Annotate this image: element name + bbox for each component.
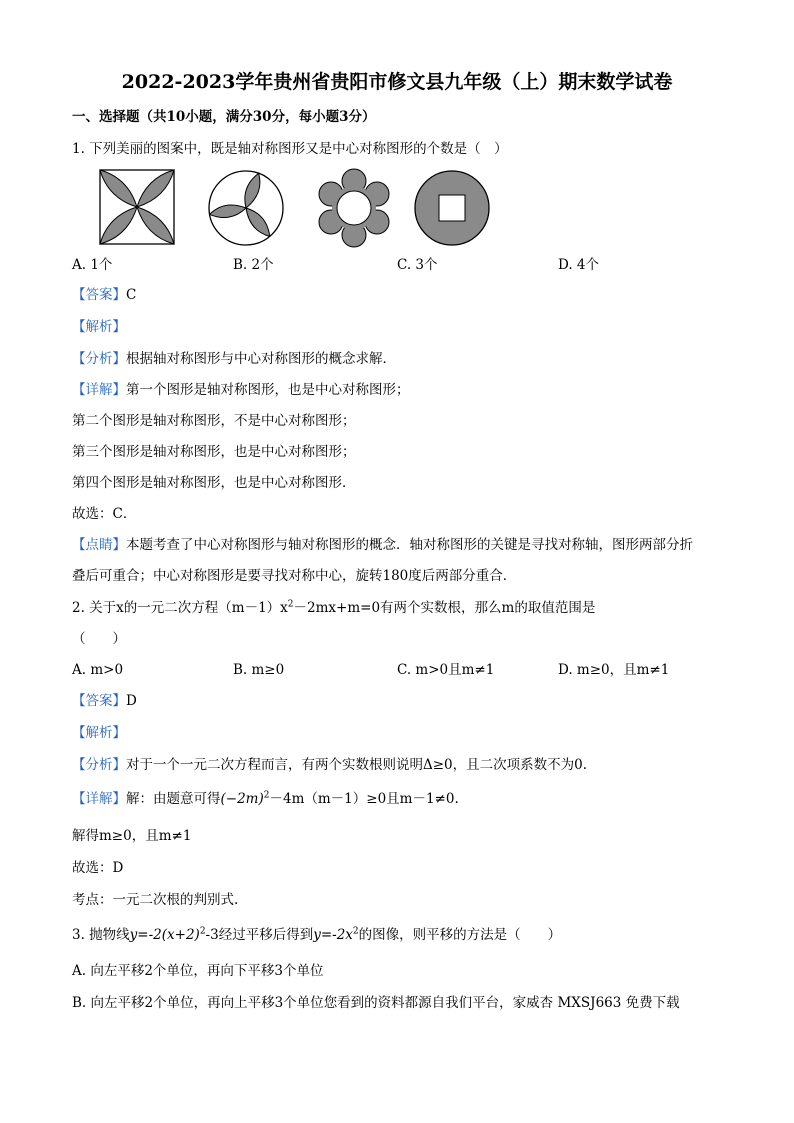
q3-stem-y2: y=-2x	[313, 927, 353, 943]
q3-stem-c: 的图像，则平移的方法是（ ）	[358, 927, 562, 943]
q1-choose: 故选：C．	[72, 506, 137, 522]
q1-option-a: A. 1个	[72, 257, 113, 273]
figure-circle-propeller	[206, 168, 286, 248]
q2-option-c: C. m>0且m≠1	[397, 662, 495, 678]
q1-line-4: 第四个图形是轴对称图形，也是中心对称图形．	[72, 475, 356, 491]
q2-paren: （ ）	[72, 631, 126, 647]
q2-solve: 解得m≥0，且m≠1	[72, 828, 192, 844]
q2-stem-a: 2. 关于x的一元二次方程（m－1）x	[72, 600, 288, 616]
q3-option-a: A. 向左平移2个单位，再向下平移3个单位	[72, 963, 324, 979]
q2-stem	[72, 599, 595, 617]
q1-dianjing	[72, 536, 693, 554]
figure-flower	[314, 168, 394, 248]
q2-choose: 故选：D	[72, 860, 124, 876]
section-heading: 一、选择题（共10小题，满分30分，每小题3分）	[72, 109, 376, 125]
q3-stem-sup1: 2	[199, 926, 206, 937]
xiangjie-sup: 2	[263, 790, 270, 801]
q2-analysis-tag	[72, 724, 126, 742]
xiangjie-b: －4m（m－1）≥0且m－1≠0.	[269, 791, 459, 807]
fenxi-text: 根据轴对称图形与中心对称图形的概念求解．	[126, 351, 396, 367]
q3-option-b-line	[72, 994, 680, 1012]
xiangjie-text: 第一个图形是轴对称图形，也是中心对称图形；	[126, 382, 410, 398]
q1-fenxi	[72, 350, 396, 368]
xiangjie-expr: (−2m)	[220, 791, 264, 807]
q2-xiangjie	[72, 790, 459, 808]
q1-dianjing-2: 叠后可重合；中心对称图形是要寻找对称中心，旋转180度后两部分重合．	[72, 568, 517, 584]
q2-kaodian: 考点：一元二次根的判别式.	[72, 892, 239, 908]
q2-option-b: B. m≥0	[233, 662, 285, 678]
q2-option-d: D. m≥0，且m≠1	[558, 662, 670, 678]
q2-option-a: A. m>0	[72, 662, 124, 678]
q1-analysis-tag	[72, 318, 126, 336]
q3-stem-sup2: 2	[352, 926, 359, 937]
figure-square-petals	[98, 168, 178, 248]
q3-option-b: B. 向左平移2个单位，再向上平移3个单位	[72, 995, 324, 1011]
answer-tag: 【答案】	[72, 287, 126, 303]
figure-coin	[412, 168, 492, 248]
page-title: 2022-2023学年贵州省贵阳市修文县九年级（上）期末数学试卷	[121, 71, 673, 93]
q1-line-3: 第三个图形是轴对称图形，也是中心对称图形；	[72, 444, 356, 460]
q2-answer	[72, 692, 137, 710]
analysis-tag: 【解析】	[72, 725, 126, 741]
q3-stem-a: 3. 抛物线	[72, 927, 130, 943]
q1-figures	[94, 168, 494, 252]
xiangjie-a: 解：由题意可得	[126, 791, 221, 807]
q2-stem-sup: 2	[287, 599, 294, 610]
xiangjie-tag: 【详解】	[72, 791, 126, 807]
xiangjie-tag: 【详解】	[72, 382, 126, 398]
q3-stem-y1: y=-2(x+2)	[129, 927, 200, 943]
q2-stem-b: －2mx+m=0有两个实数根，那么m的取值范围是	[293, 600, 596, 616]
q1-xiangjie	[72, 381, 410, 399]
q1-answer	[72, 286, 136, 304]
q2-fenxi	[72, 756, 587, 774]
q3-stem	[72, 926, 561, 944]
q1-option-b: B. 2个	[233, 257, 274, 273]
q1-option-d: D. 4个	[558, 257, 600, 273]
answer-value: D	[126, 693, 137, 709]
dianjing-text: 本题考查了中心对称图形与轴对称图形的概念．轴对称图形的关键是寻找对称轴，图形两部分折	[126, 537, 693, 553]
fenxi-tag: 【分析】	[72, 757, 126, 773]
answer-value: C	[126, 287, 137, 303]
q1-line-2: 第二个图形是轴对称图形，不是中心对称图形；	[72, 413, 356, 429]
q1-stem: 1. 下列美丽的图案中，既是轴对称图形又是中心对称图形的个数是（ ）	[72, 141, 508, 157]
q3-stem-b: -3经过平移后得到	[205, 927, 314, 943]
watermark-text: 您看到的资料都源自我们平台，家威杏 MXSJ663 免费下载	[323, 995, 680, 1011]
fenxi-text: 对于一个一元二次方程而言，有两个实数根则说明Δ≥0，且二次项系数不为0.	[126, 757, 588, 773]
q1-option-c: C. 3个	[397, 257, 438, 273]
analysis-tag: 【解析】	[72, 319, 126, 335]
dianjing-tag: 【点睛】	[72, 537, 126, 553]
fenxi-tag: 【分析】	[72, 351, 126, 367]
answer-tag: 【答案】	[72, 693, 126, 709]
